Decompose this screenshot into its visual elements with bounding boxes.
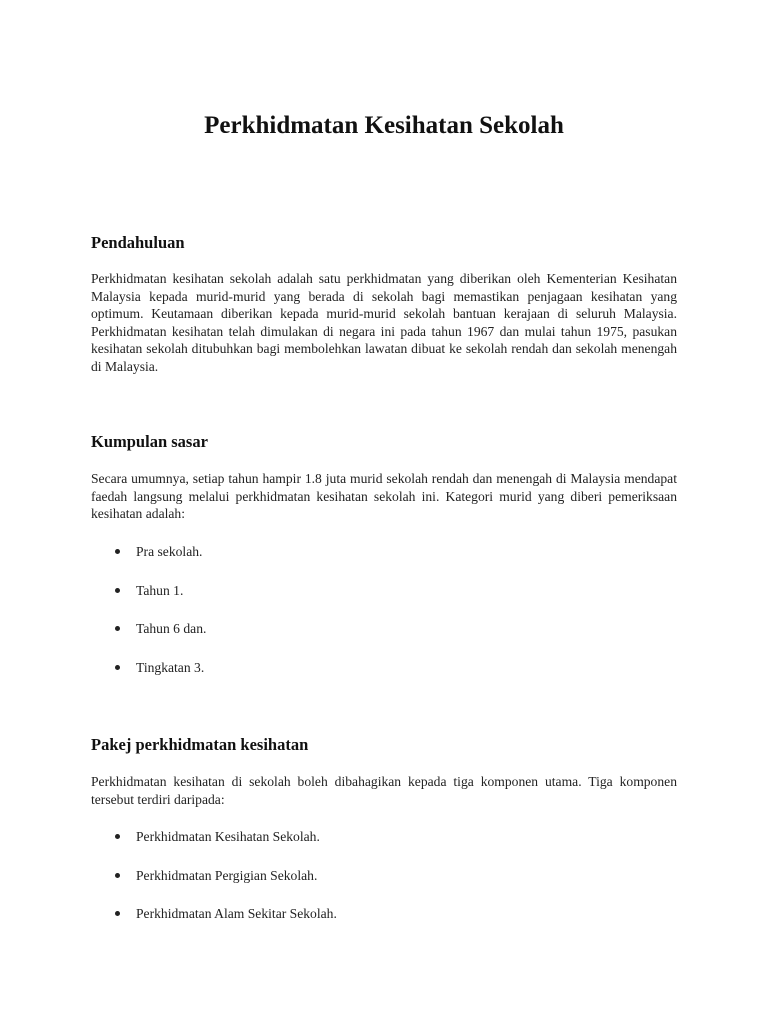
bullet-icon — [115, 626, 120, 631]
list-item — [91, 867, 677, 885]
list-item — [91, 659, 677, 677]
bullet-icon — [115, 665, 120, 670]
section-paragraph-pakej: Perkhidmatan kesihatan di sekolah boleh dibahagikan kepada tiga komponen utama. Tiga komponen tersebut terdiri daripada: — [91, 774, 677, 807]
list-item-text: Tahun 6 dan. — [136, 621, 207, 637]
list-item — [91, 828, 677, 846]
bullet-icon — [115, 588, 120, 593]
list-item-text: Perkhidmatan Pergigian Sekolah. — [136, 867, 318, 883]
bullet-icon — [115, 834, 120, 839]
list-item — [91, 620, 677, 638]
list-item — [91, 905, 677, 923]
bullet-icon — [115, 873, 120, 878]
bullet-icon — [115, 549, 120, 554]
list-item — [91, 543, 677, 561]
section-heading-kumpulan-sasar: Kumpulan sasar — [91, 432, 208, 451]
list-item-text: Perkhidmatan Alam Sekitar Sekolah. — [136, 906, 337, 922]
section-paragraph-pendahuluan: Perkhidmatan kesihatan sekolah adalah satu perkhidmatan yang diberikan oleh Kementerian Kesihatan Malaysia kepada murid-murid yang berada di sekolah bagi memastikan penjagaan kesihatan yang optimum. Keutamaan diberikan kepada murid-murid sekolah bantuan kerajaan di seluruh Malaysia. Perkhidmatan kesihatan telah dimulakan di negara ini pada tahun 1967 dan mulai tahun 1975, pasukan kesihatan sekolah ditubuhkan bagi membolehkan lawatan dibuat ke sekolah rendah dan sekolah menengah di Malaysia. — [91, 271, 677, 374]
target-group-list — [91, 543, 677, 676]
list-item-text: Tingkatan 3. — [136, 659, 205, 675]
list-item — [91, 582, 677, 600]
service-components-list — [91, 828, 677, 923]
list-item-text: Perkhidmatan Kesihatan Sekolah. — [136, 829, 320, 844]
section-heading-pakej: Pakej perkhidmatan kesihatan — [91, 735, 309, 754]
section-paragraph-kumpulan-sasar: Secara umumnya, setiap tahun hampir 1.8 juta murid sekolah rendah dan menengah di Malaysia mendapat faedah langsung melalui perkhidmatan kesihatan sekolah ini. Kategori murid yang diberi pemeriksaan kesihatan adalah: — [91, 471, 677, 522]
list-item-text: Tahun 1. — [136, 582, 184, 598]
section-heading-pendahuluan: Pendahuluan — [91, 233, 185, 252]
bullet-icon — [115, 911, 120, 916]
page-title: Perkhidmatan Kesihatan Sekolah — [204, 112, 564, 139]
list-item-text: Pra sekolah. — [136, 544, 203, 559]
